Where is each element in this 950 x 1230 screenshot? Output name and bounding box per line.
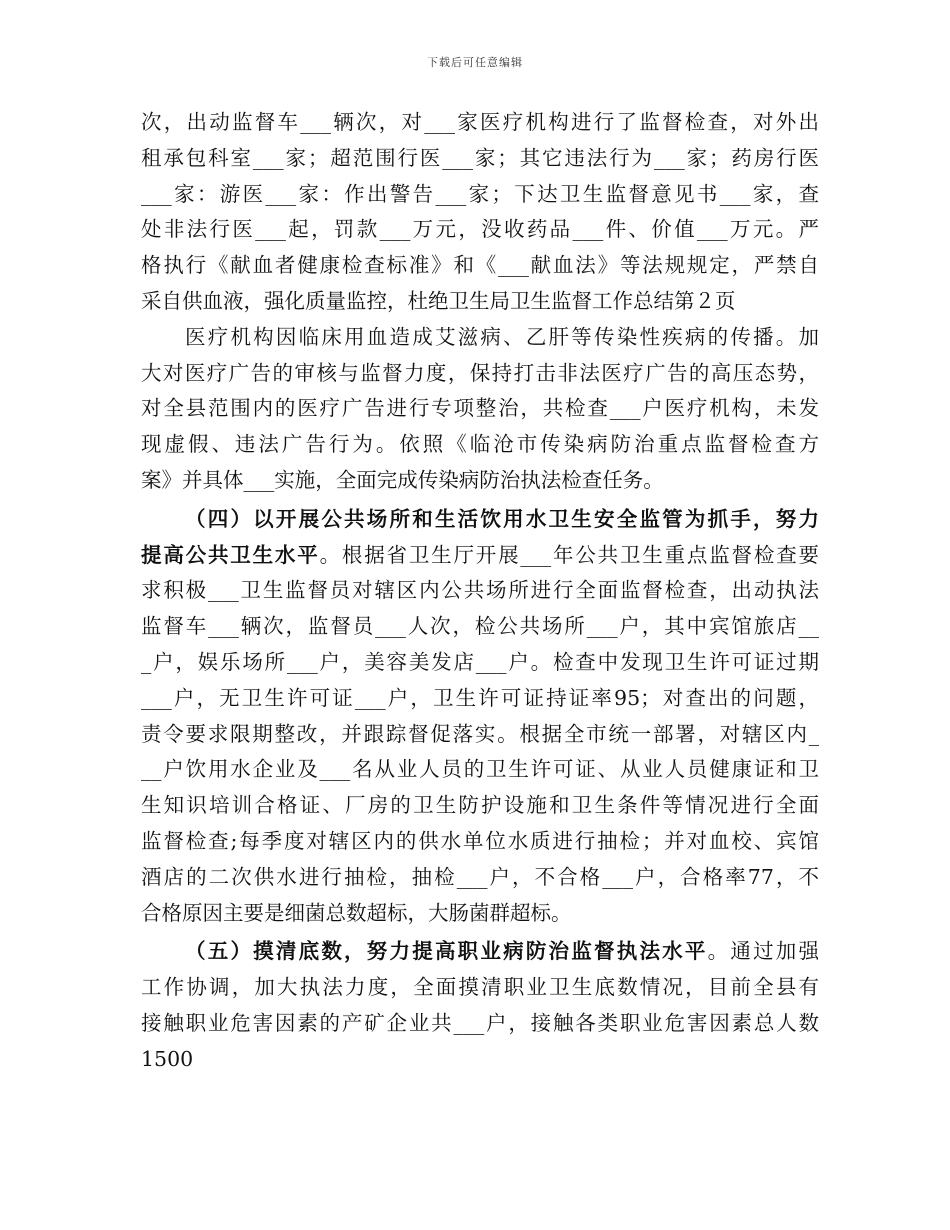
- text-line: [141, 538, 819, 574]
- section-heading-4-cont: 提高公共卫生水平: [141, 542, 320, 567]
- text-line: 接触职业危害因素的产矿企业共___户，接触各类职业危害因素总人数: [141, 1010, 819, 1035]
- text-line: 对全县范围内的医疗广告进行专项整治，共检查___户医疗机构，未发: [141, 396, 819, 421]
- document-body: [141, 105, 819, 1078]
- text-line: __户饮用水企业及___名从业人员的卫生许可证、从业人员健康证和卫: [141, 757, 819, 782]
- text-line: [141, 934, 819, 970]
- text-line: 酒店的二次供水进行抽检，抽检___户，不合格___户，合格率77，不: [141, 864, 819, 889]
- text-run: 。根据省卫生厅开展___年公共卫生重点监督检查要: [319, 542, 820, 567]
- text-line: ___家：游医___家：作出警告___家；下达卫生监督意见书___家，查: [141, 181, 819, 206]
- text-run: 。通过加强: [707, 939, 820, 964]
- text-line: 1500: [141, 1046, 194, 1071]
- text-line: 租承包科室___家；超范围行医___家；其它违法行为___家；药房行医: [141, 145, 819, 170]
- text-line: ___户，无卫生许可证___户，卫生许可证持证率95；对查出的问题，: [141, 685, 819, 710]
- paragraph-p1: [141, 105, 819, 320]
- paragraph-p3: [141, 502, 819, 932]
- text-line: 采自供血液，强化质量监控，杜绝卫生局卫生监督工作总结第２页: [141, 288, 736, 313]
- text-line: _户，娱乐场所___户，美容美发店___户。检查中发现卫生许可证过期: [141, 649, 819, 674]
- text-line: 工作协调，加大执法力度，全面摸清职业卫生底数情况，目前全县有: [141, 975, 819, 1000]
- page-header: 下载后可任意编辑: [427, 56, 523, 69]
- text-line: 案》并具体___实施，全面完成传染病防治执法检查任务。: [141, 467, 664, 492]
- text-line: 责令要求限期整改，并跟踪督促落实。根据全市统一部署，对辖区内_: [141, 721, 819, 746]
- text-line: 大对医疗广告的审核与监督力度，保持打击非法医疗广告的高压态势，: [141, 360, 819, 385]
- text-line: 监督检查;每季度对辖区内的供水单位水质进行抽检；并对血校、宾馆: [141, 828, 819, 853]
- text-line: 格执行《献血者健康检查标准》和《___献血法》等法规规定，严禁自: [141, 253, 819, 278]
- text-line: 处非法行医___起，罚款___万元，没收药品___件、价值___万元。严: [141, 217, 819, 242]
- text-line: 监督车___辆次，监督员___人次，检公共场所___户，其中宾馆旅店__: [141, 614, 819, 639]
- text-line: 医疗机构因临床用血造成艾滋病、乙肝等传染性疾病的传播。加: [185, 324, 819, 349]
- section-heading-5: （五）摸清底数，努力提高职业病防治监督执法水平: [185, 939, 708, 964]
- text-line: 求积极___卫生监督员对辖区内公共场所进行全面监督检查，出动执法: [141, 578, 819, 603]
- text-line: 合格原因主要是细菌总数超标，大肠菌群超标。: [141, 900, 572, 925]
- text-line: 现虚假、违法广告行为。依照《临沧市传染病防治重点监督检查方: [141, 432, 819, 457]
- text-line: 生知识培训合格证、厂房的卫生防护设施和卫生条件等情况进行全面: [141, 793, 819, 818]
- section-heading-4: （四）以开展公共场所和生活饮用水卫生安全监管为抓手，努力: [185, 506, 819, 531]
- paragraph-p2: [141, 320, 819, 499]
- text-line: [141, 502, 819, 538]
- text-line: 次，出动监督车___辆次，对___家医疗机构进行了监督检查，对外出: [141, 110, 819, 134]
- paragraph-p4: [141, 934, 819, 1077]
